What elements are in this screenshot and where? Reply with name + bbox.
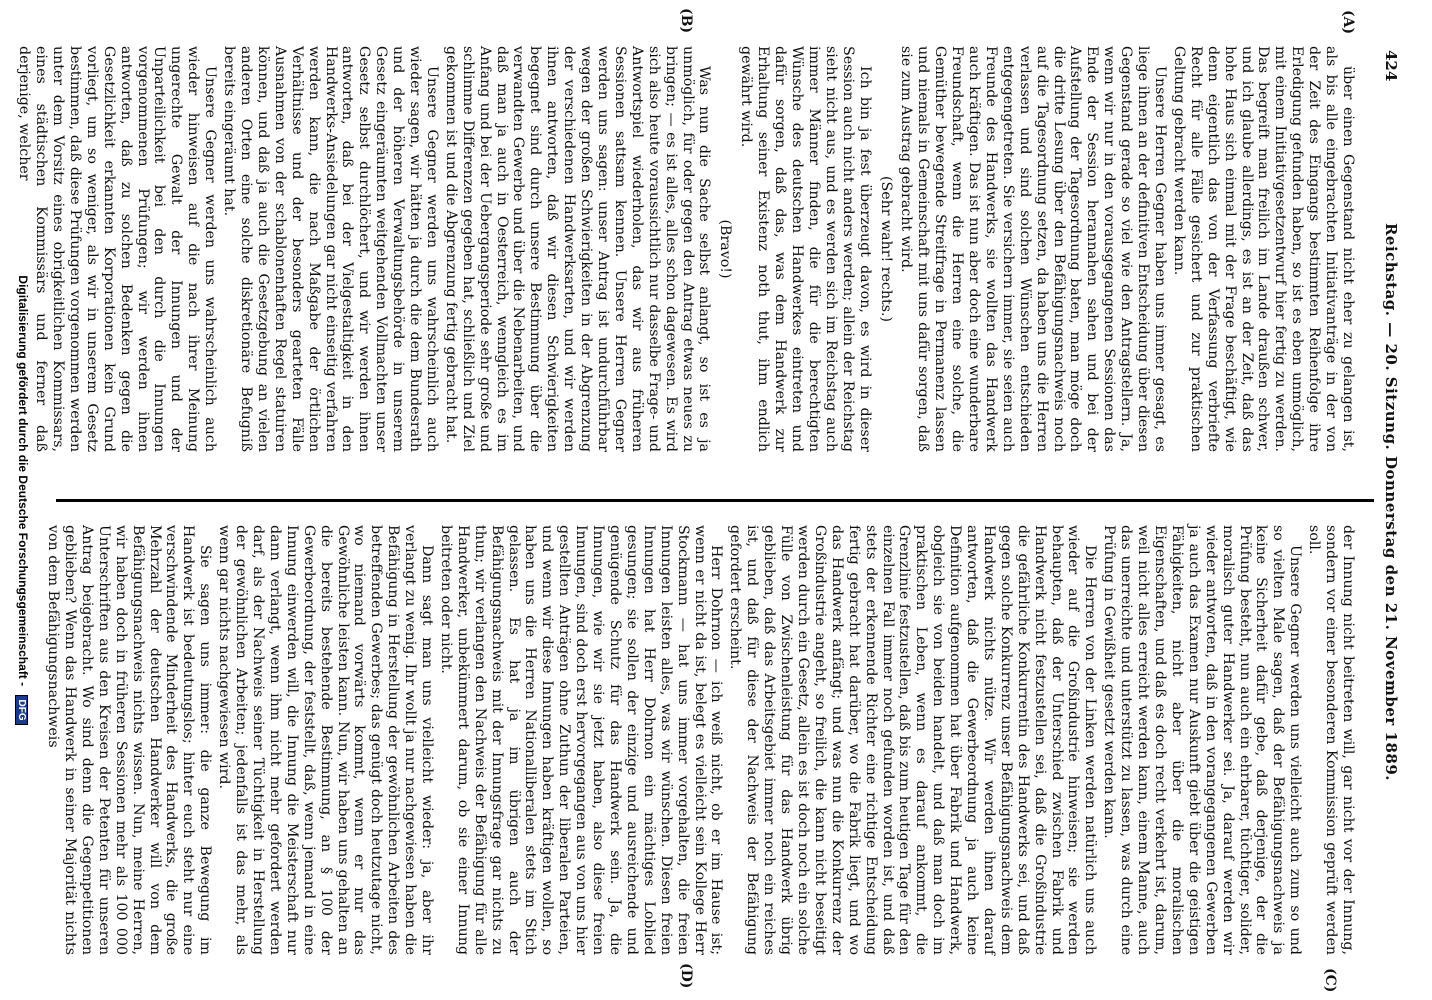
paragraph: Unsere Gegner werden uns wahrscheinlich auch wieder hinweisen auf die nach ihrer Meinung ungerechte Gewalt der Innungen und der Unparteilichkeit bei den durch die Innungen vorgenommenen Prüfungen; wir werden ihnen antworten, daß zu solchen Bedenken gegen die Gesetzlichkeit erkannten Korporationen kein Grund vorliegt, um so weniger, als wir in unserem Gesetz bestimmen, daß diese Prüfungen vorgenommen werden unter dem Vorsitz eines obrigkeitlichen Kommissars, eines städtischen Kommissärs und ferner daß derjenige, welcher (16, 46, 219, 452)
paragraph: Herr Dohrnon — ich weiß nicht, ob er im Hause ist; wenn er nicht da ist, belegt es vielleicht sein Kollege Herr Stockmann — hat uns immer vorgehalten, die freien Innungen leisten alles, was wir wünschen. Diesen freien Innungen hat Herr Dohrnon ein mächtiges Loblied gesungen; sie sollen der einzige und ausreichende und genügende Schutz für das Handwerk sein. Ja, die Innungen, wie wir sie jetzt haben, also diese freien Innungen, sind doch erst hervorgegangen aus von uns hier gestellten Anträgen ohne Zuthun der liberalen Parteien, und wenn wir diese Innungen haben kräftigen wollen, so haben uns die Herren Nationalliberalen stets im Stich gelassen. Es hat ja im übrigen auch der Befähigungsnachweis mit der Innungsfrage gar nichts zu thun; wir verlangen den Nachweis der Befähigung für alle Handwerker, unbekümmert darum, ob sie einer Innung beitreten oder nicht. (437, 525, 725, 955)
paragraph: Was nun die Sache selbst anlangt, so ist es ja unmöglich, für oder gegen den Antrag etwas neues zu bringen; — es ist alles, alles schon dagewesen. Es wird sich also heute voraussichtlich nur dasselbe Frage- und Antwortspiel wiederholen, das wir aus früheren Sessionen sattsam kennen. Unsere Herren Gegner werden uns sagen: unser Antrag ist undurchführbar wegen der großen Schwierigkeiten in der Abgrenzung der verschiedenen Handwerksarten, und wir werden ihnen antworten, daß wir diesen Schwierigkeiten begegnet sind durch unsere Bestimmung über die verwandten Gewerbe und über die Nebenarbeiten, und daß man ja auch in Oesterreich, wenngleich es im Anfang und bei der Uebergangsperiode sehr große und schlimme Differenzen gegeben hat, schließlich und Ziel gekommen ist und die Abgrenzung fertig gebracht hat. (442, 46, 713, 452)
interjection: (Bravo!) (717, 219, 734, 279)
paragraph: Ich bin ja fest überzeugt davon, es wird in dieser Session auch nicht anders werden; allein der Reichstag sieht nicht aus, und es werden sich im Reichstag auch immer Männer finden, die für die berechtigten Wünsche des deutschen Handwerkes eintreten und dafür sorgen, daß das, was dem Handwerk zur Erhaltung seiner Existenz noth thut, ihm endlich gewährt wird. (738, 46, 873, 452)
credit-text: Digitalisierung gefördert durch die Deutsche Forschungsgemeinschaft - (16, 275, 30, 687)
page-number: 424 (1382, 50, 1400, 82)
dfg-logo: DFG (15, 695, 28, 724)
digitization-credit (15, 0, 30, 1000)
column-divider (56, 499, 1374, 502)
paragraph: Unsere Gegner werden uns vielleicht auch zum so und so vielten Male sagen, daß der Befähigungsnachweis ja keine Sicherheit dafür gebe, daß derjenige, der die Prüfung besteht, nun auch ein ehrbarer, tüchtiger, solider, moralisch guter Handwerker sei. Ja, darauf werden wir wieder antworten, daß in den vorangegangenen Gewerben ja auch das Examen nur Auskunft giebt über die geistigen Fähigkeiten, nicht aber über die moralischen Eigenschaften, und daß es doch recht verkehrt ist, darum, weil nicht alles erreicht werden kann, einem Manne, auch das unerreichte und unterstützt zu lassen, was durch eine Prüfung in Gewißheit gesetzt werden kann. (1101, 525, 1304, 955)
page-header (1374, 14, 1402, 990)
right-column (42, 525, 1356, 955)
margin-mark-c: (C) (1322, 968, 1338, 993)
running-title: Reichstag. — 20. Sitzung. Donnerstag den 21. November 1889. (1382, 222, 1400, 782)
paragraph: Sie sagen uns immer: die ganze Bewegung im Handwerk ist bedeutungslos; hinter euch steht nur eine verschwindende Minderheit des Handwerks, die große Mehrzahl der deutschen Handwerker will von dem Befähigungsnachweis nichts wissen. Nun, meine Herren, wir haben doch in früheren Sessionen mehr als 100 000 Unterschriften aus den Kreisen der Petenten für unseren Antrag beigebracht. Wo sind denn die Gegenpetitionen geblieben? Wenn das Handwerk in seiner Majorität nichts von dem Befähigungsnachweis (45, 525, 214, 955)
paragraph: Unsere Gegner werden uns wahrscheinlich auch wieder sagen, wir hätten ja durch die dem Bundesrath und der höheren Verwaltungsbehörde in unserem Gesetz eingeräumten weitgehenden Vollmachten unser Gesetz selbst durchlöchert, und wir werden ihnen antworten, daß bei der Vielgestaltigkeit in den Handwerks-Ansiedelungen gar nicht einseitig verfahren werden kann, die nach Maßgabe der örtlichen Verhältnisse und der besonders gearteten Fälle Ausnahmen von der schablonenhaften Regel statuiren können, und daß ja auch die Gesetzgebung an vielen anderen Orten eine solche diskretionäre Befugniß bereits eingeräumt hat. (221, 46, 440, 452)
paragraph: über einen Gegenstand nicht eher zu gelangen ist, als bis alle eingebrachten Initiativanträge in der von der Zeit des Eingangs bestimmten Reihenfolge ihre Erledigung gefunden haben, so ist es eben unmöglich, mit einem Initiativgesetzentwurf hier fertig zu werden. Das begreift man freilich im Lande draußen schwer, und ich glaube allerdings, es ist an der Zeit, daß das hohe Haus sich einmal mit der Frage beschäftigt, wie denn eigentlich das von der Verfassung verbriefte Recht für alle Fälle gesichert und zur praktischen Geltung gebracht werden kann. (1170, 46, 1356, 452)
left-column (13, 46, 1356, 452)
paragraph: Unsere Herren Gegner haben uns immer gesagt, es liege ihnen an der definitiven Entscheidung über diesen Gegenstand gerade so viel wie den Antragstellern. Ja, wenn wir nur in den vorausgegangenen Sessionen das Ende der Session herannahen sahen und bei der Aufstellung der Tagesordnung baten, man möge doch die dritte Lesung über den Befähigungsnachweis noch auf die Tagesordnung setzen, da haben uns die Herren verlassen und sind solchen Wünschen entschieden entgegengetreten. Sie versichern immer, sie seien auch Freunde des Handwerks, sie wollten das Handwerk auch kräftigen. Das ist nun aber doch eine wunderbare Freundschaft, wenn die Herren eine solche, die Gemüther bewegende Streitfrage in Permanenz lassen und niemals in Gemeinschaft mit uns dafür sorgen, daß sie zum Austrag gebracht wird. (898, 46, 1169, 452)
paragraph: Dann sagt man uns vielleicht wieder: ja, aber ihr verlangt zu wenig. Ihr wollt ja nur nachgewiesen haben die Befähigung in Herstellung der gewöhnlichen Arbeiten des betreffenden Gewerbes; das genügt doch heutzutage nicht, wo niemand vorwärts kommt, wenn er nur das Gewöhnliche leisten kann. Nun, wir haben uns gehalten an die bereits bestehende Bestimmung, an § 100 der Gewerbeordnung, der feststellt, daß, wenn jemand in eine Innung einwerden will, die Innung die Meisterschaft nur dann verlangt, wenn ihm nicht mehr gefordert werden darf, als der Nachweis seiner Tüchtigkeit in Herstellung der gewöhnlichen Arbeiten; jedenfalls ist das mehr, als wenn gar nichts nachgewiesen wird. (216, 525, 436, 955)
margin-mark-a: (A) (1340, 10, 1356, 35)
margin-mark-d: (D) (678, 963, 694, 989)
margin-mark-b: (B) (678, 8, 694, 34)
interjection: (Sehr wahr! rechts.) (877, 175, 894, 323)
paragraph: der Innung nicht beitreten will, gar nicht vor der Innung, sondern vor einer besonderen Kommission geprüft werden soll. (1306, 525, 1356, 955)
paragraph: Die Herren von der Linken werden natürlich uns auch wieder auf die Großindustrie hinweisen; sie werden behaupten, daß der Unterschied zwischen Fabrik und Handwerk nicht festzustellen sei, daß die Großindustrie die gefährliche Konkurrentin des Handwerks sei, und daß gegen solche Konkurrenz unser Befähigungsnachweis dem Handwerk nichts nütze. Wir werden ihnen darauf antworten, daß die Gewerbeordnung ja auch keine Definition aufgenommen hat über Fabrik und Handwerk, obgleich sie von beiden handelt, und daß man doch im praktischen Leben, wenn es darauf ankommt, die Grenzlinie festzustellen, daß bis zum heutigen Tage für den einzelnen Fall immer noch gefunden worden ist, und daß stets der erkennende Richter eine richtige Entscheidung fertig gebracht hat darüber, wo die Fabrik liegt, und wo das Handwerk anfängt; und was nun die Konkurrenz der Großindustrie angeht, so freilich, die kann nicht beseitigt werden durch ein Gesetz, allein es ist doch noch ein solche Fülle von Zwischenleistung für das Handwerk übrig geblieben, daß das Arbeitsgebiet immer noch ein reiches ist, und daß für diese der Nachweis der Befähigung gefordert erscheint. (727, 525, 1099, 955)
